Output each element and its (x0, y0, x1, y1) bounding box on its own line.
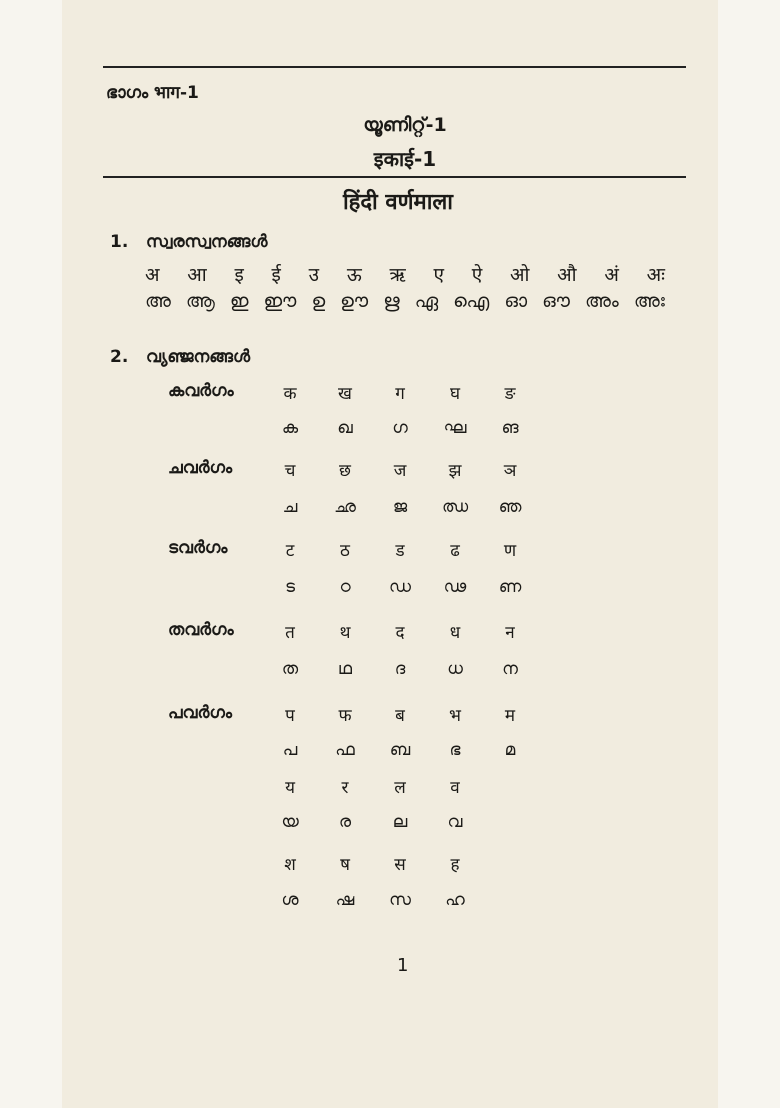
consonant-letter: स (394, 855, 406, 875)
consonant-letter: ശ (281, 890, 299, 910)
vowel-letter: औ (557, 264, 577, 286)
consonant-letter: ഞ (498, 497, 522, 517)
consonant-letter: ट (285, 541, 295, 561)
consonant-letter: य (285, 778, 295, 798)
vowel-letter: ഏ (414, 290, 439, 312)
consonant-letter: ङ (504, 384, 516, 404)
hindi-consonant-row (0, 381, 780, 411)
hindi-vowels-row (145, 261, 665, 287)
vowel-letter: ഋ (383, 290, 400, 312)
consonant-letter: थ (339, 623, 351, 643)
vowel-letter: ऊ (346, 264, 362, 286)
vowel-letter: उ (308, 264, 320, 286)
consonant-letter: ഠ (339, 577, 351, 597)
consonant-letter: ജ (392, 497, 408, 517)
malayalam-vowels-row (145, 290, 665, 312)
page-title: हिंदी वर्णमाला (342, 190, 454, 215)
consonant-letter: ഹ (445, 890, 465, 910)
hindi-consonant-row (0, 620, 780, 650)
vowel-letter: ഈ (263, 290, 297, 312)
hindi-consonant-row (0, 852, 780, 882)
vowel-letter: अं (604, 264, 619, 286)
consonant-letter: म (504, 706, 516, 726)
consonant-letter: ग (395, 384, 405, 404)
vowel-letter: आ (187, 264, 207, 286)
vowel-letter: അഃ (633, 290, 665, 312)
consonant-letter: ल (394, 778, 406, 798)
unit-title-hindi: इकाई-1 (373, 147, 437, 171)
malayalam-consonant-row (0, 890, 780, 920)
consonant-letter: ञ (503, 461, 517, 481)
consonant-letter: യ (281, 812, 299, 832)
consonant-letter: ഖ (337, 418, 353, 438)
consonant-letter: ട (284, 577, 296, 597)
consonant-letter: ഛ (334, 497, 356, 517)
consonant-letter: വ (447, 812, 463, 832)
consonants-heading: 2. വ്യഞ്ജനങ്ങൾ (110, 347, 251, 367)
consonant-letter: ഫ (335, 740, 355, 760)
vowel-letter: ई (271, 264, 281, 286)
vowel-letter: ഉ (311, 290, 326, 312)
malayalam-consonant-row (0, 659, 780, 689)
malayalam-consonant-row (0, 497, 780, 527)
consonant-letter: श (284, 855, 296, 875)
vowel-letter: ओ (509, 264, 530, 286)
consonant-letter: സ (389, 890, 411, 910)
consonant-letter: ब (395, 706, 405, 726)
malayalam-consonant-row (0, 740, 780, 770)
consonant-letter: ത (281, 659, 299, 679)
consonant-letter: त (285, 623, 295, 643)
vowel-letter: ഓ (504, 290, 528, 312)
consonant-letter: छ (339, 461, 351, 481)
top-rule (103, 66, 686, 68)
consonant-letter: ഥ (338, 659, 352, 679)
consonant-letter: ച (282, 497, 298, 517)
consonant-letter: മ (504, 740, 516, 760)
part-heading: ഭാഗം भाग-1 (106, 83, 199, 103)
consonant-letter: ങ (501, 418, 519, 438)
malayalam-consonant-row (0, 418, 780, 448)
vowel-letter: ഐ (453, 290, 490, 312)
vowel-letter: ऋ (389, 264, 406, 286)
consonant-letter: फ (338, 706, 352, 726)
varga-label: പവർഗം (168, 703, 232, 723)
vowel-letter: ഔ (542, 290, 570, 312)
consonant-letter: च (284, 461, 296, 481)
vowel-letter: ऐ (471, 264, 483, 286)
consonant-letter: क (283, 384, 297, 404)
vowel-letter: ए (433, 264, 444, 286)
consonant-letter: व (450, 778, 460, 798)
consonant-letter: ण (503, 541, 517, 561)
consonant-letter: ज (393, 461, 407, 481)
consonant-letter: ड (395, 541, 405, 561)
consonant-letter: ध (449, 623, 461, 643)
consonant-letter: ഭ (449, 740, 461, 760)
varga-label: തവർഗം (168, 620, 234, 640)
unit-title-malayalam: യൂണിറ്റ്-1 (363, 114, 447, 136)
consonant-letter: ധ (447, 659, 463, 679)
vowel-letter: ഇ (229, 290, 249, 312)
varga-label: ടവർഗം (168, 538, 228, 558)
consonant-letter: ല (392, 812, 408, 832)
varga-label: ചവർഗം (168, 458, 233, 478)
vowel-letter: അ (145, 290, 171, 312)
hindi-consonant-row (0, 703, 780, 733)
title-rule (103, 176, 686, 178)
consonant-letter: ന (502, 659, 518, 679)
consonant-letter: ठ (340, 541, 350, 561)
hindi-consonant-row (0, 775, 780, 805)
consonant-letter: घ (449, 384, 461, 404)
hindi-consonant-row (0, 458, 780, 488)
vowels-heading: 1. സ്വരസ്വനങ്ങൾ (110, 232, 268, 252)
page-number: 1 (397, 955, 409, 976)
consonant-letter: झ (448, 461, 462, 481)
vowel-letter: ഊ (340, 290, 369, 312)
varga-label: കവർഗം (168, 381, 234, 401)
consonant-letter: भ (449, 706, 461, 726)
vowel-letter: അം (584, 290, 619, 312)
hindi-consonant-row (0, 538, 780, 568)
consonant-letter: ണ (498, 577, 522, 597)
consonant-letter: ഝ (441, 497, 469, 517)
vowel-letter: ആ (185, 290, 215, 312)
consonant-letter: र (341, 778, 349, 798)
consonant-letter: द (395, 623, 405, 643)
vowel-letter: अ (145, 264, 160, 286)
consonant-letter: ബ (389, 740, 411, 760)
consonant-letter: ര (338, 812, 352, 832)
vowel-letter: इ (234, 264, 244, 286)
consonant-letter: ഗ (392, 418, 408, 438)
consonant-letter: പ (282, 740, 298, 760)
consonant-letter: न (505, 623, 515, 643)
consonant-letter: ഷ (335, 890, 355, 910)
consonant-letter: ഘ (443, 418, 467, 438)
consonant-letter: ക (281, 418, 299, 438)
consonant-letter: ढ (450, 541, 460, 561)
consonant-letter: ख (338, 384, 352, 404)
malayalam-consonant-row (0, 577, 780, 607)
consonant-letter: ह (450, 855, 460, 875)
consonant-letter: ദ (394, 659, 406, 679)
vowel-letter: अः (646, 264, 665, 286)
consonant-letter: प (285, 706, 295, 726)
consonant-letter: ഡ (389, 577, 411, 597)
consonant-letter: ष (340, 855, 350, 875)
consonant-letter: ഢ (443, 577, 467, 597)
malayalam-consonant-row (0, 812, 780, 842)
